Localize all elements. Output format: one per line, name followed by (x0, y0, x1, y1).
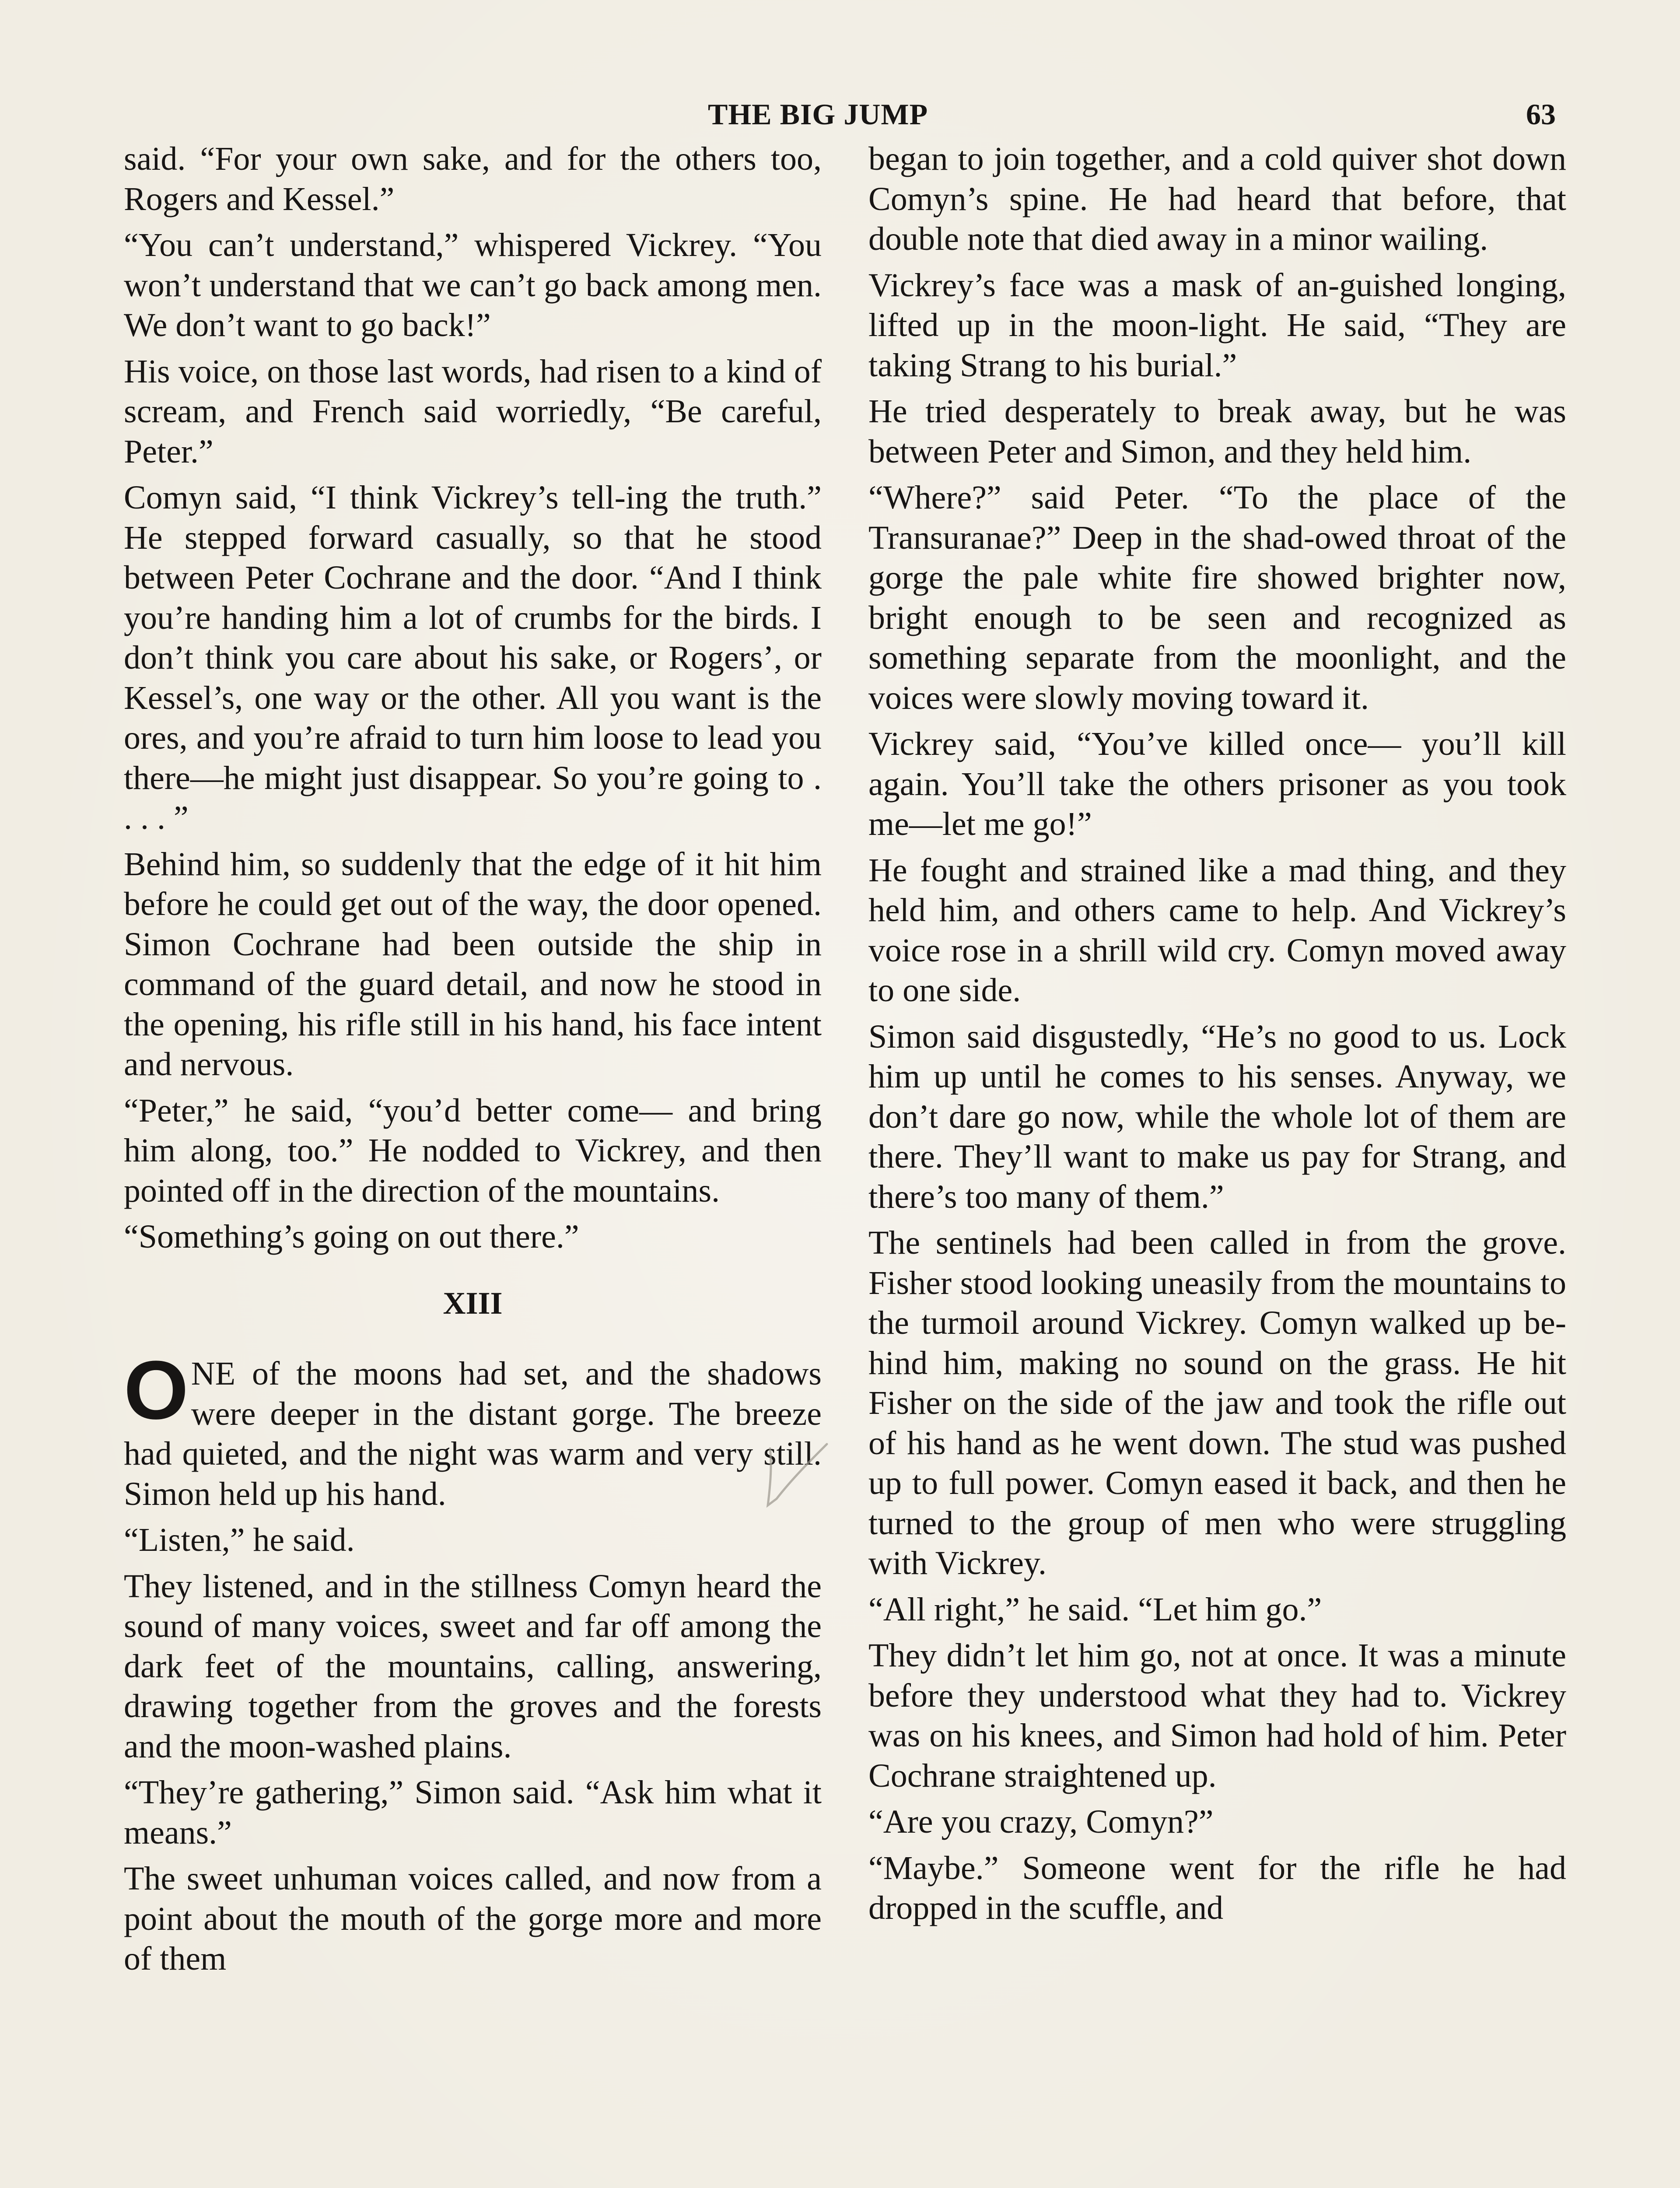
paragraph: They didn’t let him go, not at once. It was a minute before they understood what they had to. Vickrey was on his knees, and Simon had hold of him. Peter Cochrane straightened up. (868, 1637, 1566, 1794)
paragraph: The sentinels had been called in from the grove. Fisher stood looking uneasily from the mountains to the turmoil around Vickrey. Comyn walked up be-hind him, making no sound on the grass. He hit Fisher on the side of the jaw and took the rifle out of his hand as he went down. The stud was pushed up to full power. Comyn eased it back, and then he turned to the group of men who were struggling with Vickrey. (868, 1224, 1566, 1581)
paragraph: “Where?” said Peter. “To the place of the Transuranae?” Deep in the shad-owed throat of the gorge the pale white fire showed brighter now, bright enough to be seen and recognized as something separate from the moonlight, and the voices were slowly moving toward it. (868, 479, 1566, 716)
paragraph: They listened, and in the stillness Comyn heard the sound of many voices, sweet and far off among the dark feet of the mountains, calling, answering, drawing together from the groves and the forests and the moon-washed plains. (124, 1567, 822, 1765)
paragraph: The sweet unhuman voices called, and now from a point about the mouth of the gorge more and more of them (124, 1860, 822, 1977)
paragraph: “Something’s going on out there.” (124, 1218, 579, 1255)
drop-cap: O (124, 1344, 189, 1437)
paragraph: He tried desperately to break away, but he was between Peter and Simon, and they held him. (868, 393, 1566, 470)
running-head: THE BIG JUMP (708, 98, 928, 131)
paragraph: Behind him, so suddenly that the edge of it hit him before he could get out of the way, the door opened. Simon Cochrane had been outside the ship in command of the guard detail, and now he stood in the opening, his rifle still in his hand, his face intent and nervous. (124, 845, 822, 1083)
page-number: 63 (1526, 98, 1556, 131)
paragraph: “All right,” he said. “Let him go.” (868, 1591, 1322, 1628)
paragraph: “Peter,” he said, “you’d better come— and bring him along, too.” He nodded to Vickrey, and then pointed off in the direction of the mountains. (124, 1092, 822, 1209)
paragraph: said. “For your own sake, and for the others too, Rogers and Kessel.” (124, 140, 822, 217)
paragraph: He fought and strained like a mad thing, and they held him, and others came to help. And Vickrey’s voice rose in a shrill wild cry. Comyn moved away to one side. (868, 852, 1566, 1009)
paragraph: “Maybe.” Someone went for the rifle he had dropped in the scuffle, and (868, 1849, 1566, 1926)
chapter-opening-paragraph (124, 1344, 822, 1514)
chapter-opening-text: NE of the moons had set, and the shadows were deeper in the distant gorge. The breeze had quieted, and the night was warm and very still. Simon held up his hand. (124, 1355, 822, 1512)
paragraph: His voice, on those last words, had risen to a kind of scream, and French said worriedly, “Be careful, Peter.” (124, 353, 822, 470)
paragraph: Vickrey’s face was a mask of an-guished longing, lifted up in the moon-light. He said, “They are taking Strang to his burial.” (868, 266, 1566, 384)
pencil-check-mark (752, 1440, 831, 1518)
paragraph: Comyn said, “I think Vickrey’s tell-ing the truth.” He stepped forward casually, so that he stood between Peter Cochrane and the door. “And I think you’re handing him a lot of crumbs for the birds. I don’t think you care about his sake, or Rogers’, or Kessel’s, one way or the other. All you want is the ores, and you’re afraid to turn him loose to lead you there—he might just disappear. So you’re going to . . . . ” (124, 479, 822, 836)
paragraph: Vickrey said, “You’ve killed once— you’ll kill again. You’ll take the others prisoner as you took me—let me go!” (868, 726, 1566, 842)
paragraph: “They’re gathering,” Simon said. “Ask him what it means.” (124, 1774, 822, 1851)
paragraph: “You can’t understand,” whispered Vickrey. “You won’t understand that we can’t go back among men. We don’t want to go back!” (124, 227, 822, 344)
right-column (868, 139, 1566, 1935)
paragraph: began to join together, and a cold quiver shot down Comyn’s spine. He had heard that before, that double note that died away in a minor wailing. (868, 140, 1566, 257)
left-column (124, 139, 822, 1985)
paragraph: “Are you crazy, Comyn?” (868, 1803, 1214, 1840)
paragraph: Simon said disgustedly, “He’s no good to us. Lock him up until he comes to his senses. Anyway, we don’t dare go now, while the whole lot of them are there. They’ll want to make us pay for Strang, and there’s too many of them.” (868, 1018, 1566, 1215)
paragraph: “Listen,” he said. (124, 1522, 355, 1558)
chapter-heading: XIII (443, 1285, 503, 1321)
